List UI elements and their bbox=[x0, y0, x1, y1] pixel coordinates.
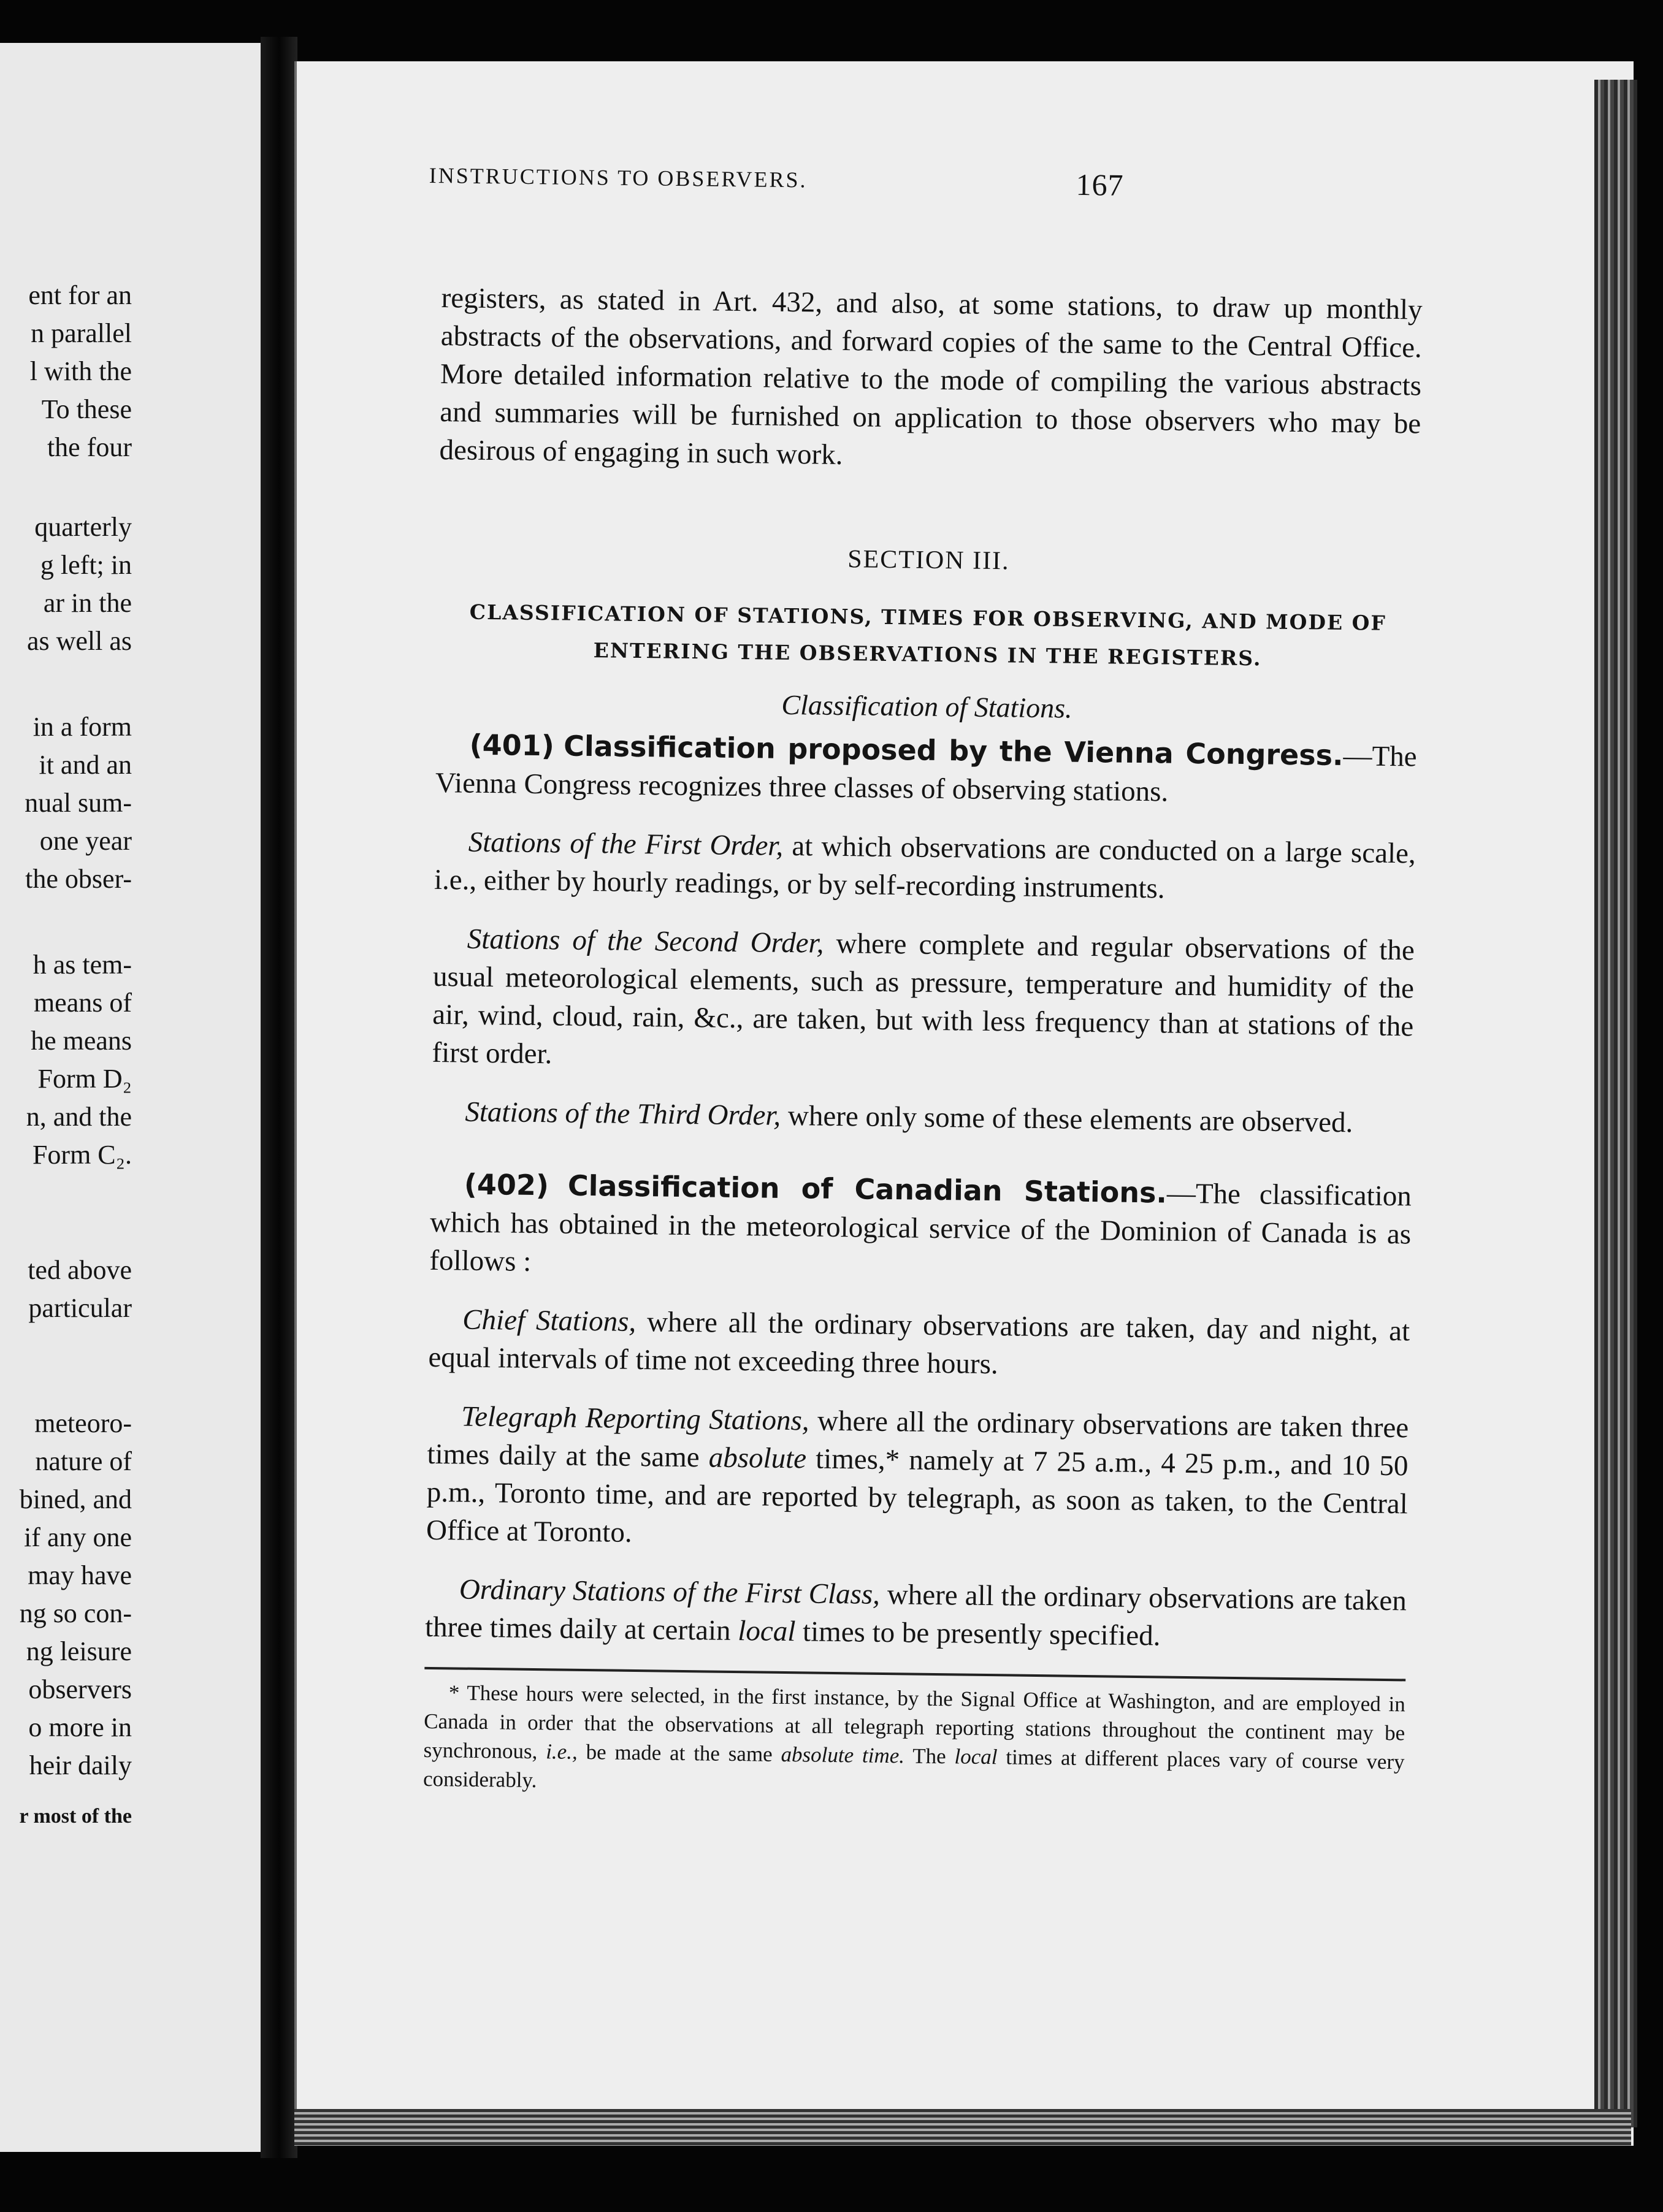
footnote-text-2: be made at the same bbox=[577, 1739, 781, 1766]
telegraph-italic-word: absolute bbox=[708, 1441, 807, 1475]
left-fragment-line: r most of the bbox=[19, 1805, 132, 1828]
section-subheading: CLASSIFICATION OF STATIONS, TIMES FOR OBSERVING, AND MODE OF ENTERING THE OBSERVATIONS IN THE REGISTERS. bbox=[469, 600, 1387, 671]
page-edges-right bbox=[1594, 80, 1637, 2127]
left-fragment-line: it and an bbox=[39, 750, 132, 780]
footnote bbox=[423, 1678, 1405, 1806]
ordinary-stations-term: Ordinary Stations of the First Class, bbox=[459, 1573, 881, 1611]
ordinary-italic-word: local bbox=[738, 1615, 796, 1648]
first-order-paragraph bbox=[434, 823, 1416, 911]
third-order-term: Stations of the Third Order, bbox=[465, 1096, 781, 1132]
footnote-text-3: The bbox=[904, 1744, 955, 1769]
left-fragment-line: h as tem- bbox=[32, 950, 132, 980]
ordinary-stations-paragraph bbox=[425, 1570, 1407, 1658]
left-fragment-line: n, and the bbox=[26, 1102, 132, 1132]
left-fragment-line: To these bbox=[41, 394, 132, 424]
article-402-title: Classification of Canadian Stations. bbox=[567, 1169, 1168, 1210]
left-fragment-line: nature of bbox=[35, 1446, 132, 1476]
telegraph-stations-paragraph bbox=[426, 1397, 1409, 1562]
second-order-term: Stations of the Second Order, bbox=[467, 923, 824, 959]
left-fragment-line: one year bbox=[39, 826, 132, 856]
left-fragment-line: l with the bbox=[29, 356, 132, 386]
running-head-title: INSTRUCTIONS TO OBSERVERS. bbox=[429, 162, 808, 193]
footnote-italic-1: i.e., bbox=[545, 1739, 578, 1764]
footnote-text-4: times at different places vary of course very considerably. bbox=[422, 1745, 1405, 1793]
second-order-paragraph bbox=[432, 920, 1415, 1084]
left-fragment-line: the four bbox=[47, 432, 132, 462]
page-edges-bottom bbox=[294, 2109, 1631, 2146]
telegraph-stations-term: Telegraph Reporting Stations, bbox=[461, 1400, 809, 1437]
left-fragment-line: Form D₂ bbox=[37, 1064, 132, 1094]
section-heading: SECTION III. bbox=[847, 545, 1010, 576]
left-fragment-line: as well as bbox=[26, 626, 132, 656]
book-gutter bbox=[261, 37, 297, 2158]
left-fragment-line: in a form bbox=[32, 712, 132, 742]
page-number: 167 bbox=[1076, 167, 1124, 202]
footnote-italic-3: local bbox=[954, 1744, 998, 1769]
ordinary-stations-text: where all the ordinary observations are taken three times daily at certain bbox=[424, 1578, 1407, 1647]
chief-stations-term: Chief Stations, bbox=[462, 1303, 637, 1338]
left-fragment-line: means of bbox=[33, 988, 132, 1018]
chief-stations-paragraph bbox=[428, 1300, 1410, 1389]
article-402 bbox=[429, 1165, 1412, 1292]
article-402-number: (402) bbox=[464, 1167, 549, 1202]
left-fragment-line: observers bbox=[28, 1674, 132, 1704]
left-fragment-line: ng so con- bbox=[19, 1598, 132, 1628]
article-401-title: Classification proposed by the Vienna Congress. bbox=[563, 729, 1344, 772]
page-body bbox=[423, 279, 1423, 1805]
left-fragment-line: ted above bbox=[28, 1255, 132, 1285]
article-401-number: (401) bbox=[469, 728, 555, 763]
left-page-fragment bbox=[0, 43, 262, 2152]
ordinary-stations-text-2: times to be presently specified. bbox=[795, 1615, 1161, 1652]
left-fragment-line: quarterly bbox=[34, 512, 132, 542]
left-fragment-line: heir daily bbox=[29, 1750, 132, 1780]
left-fragment-line: o more in bbox=[28, 1712, 132, 1742]
first-order-text: at which observations are conducted on a large scale, i.e., either by hourly readings, or by self-recording instruments. bbox=[434, 830, 1416, 905]
left-fragment-line: may have bbox=[28, 1560, 132, 1590]
article-401-text: —The Vienna Congress recognizes three classes of observing stations. bbox=[435, 740, 1417, 808]
left-fragment-line: ng leisure bbox=[26, 1636, 132, 1666]
left-fragment-line: particular bbox=[28, 1293, 132, 1323]
left-fragment-line: n parallel bbox=[31, 318, 132, 348]
left-fragment-line: nual sum- bbox=[25, 788, 132, 818]
left-fragment-line: he means bbox=[31, 1026, 132, 1056]
italic-subheading: Classification of Stations. bbox=[781, 688, 1072, 724]
left-fragment-line: bined, and bbox=[19, 1484, 132, 1514]
left-fragment-line: g left; in bbox=[40, 550, 132, 580]
telegraph-stations-text-2: times,* namely at 7 25 a.m., 4 25 p.m., and 10 50 p.m., Toronto time, and are reported by telegraph, as soon as taken, to the Central Office at Toronto. bbox=[426, 1443, 1409, 1549]
left-fragment-line: if any one bbox=[24, 1522, 132, 1552]
left-fragment-line: the obser- bbox=[25, 864, 132, 894]
footnote-text-1: * These hours were selected, in the first instance, by the Signal Office at Washington, and are employed in Canada in order that the observations at all telegraph reporting stations throughout the continent may be synchronous, bbox=[423, 1680, 1405, 1764]
second-order-text: where complete and regular observations of the usual meteorological elements, such as pressure, temperature and humidity of the air, wind, cloud, rain, &c., are taken, but with less frequency than at stations of the first order. bbox=[432, 927, 1415, 1070]
third-order-text: where only some of these elements are observed. bbox=[780, 1099, 1353, 1139]
left-fragment-line: ar in the bbox=[43, 588, 132, 618]
intro-paragraph: registers, as stated in Art. 432, and also, at some stations, to draw up monthly abstracts of the observations, and forward copies of the same to the Central Office. More detailed information relative to the mode of compiling the various abstracts and summaries will be furnished on application to those observers who may be desirous of engaging in such work. bbox=[439, 281, 1423, 471]
article-401 bbox=[435, 725, 1417, 814]
chief-stations-text: where all the ordinary observations are taken, day and night, at equal intervals of time not exceeding three hours. bbox=[428, 1306, 1410, 1381]
left-fragment-line: meteoro- bbox=[34, 1408, 132, 1438]
telegraph-stations-text: where all the ordinary observations are taken three times daily at the same bbox=[427, 1405, 1409, 1474]
first-order-term: Stations of the First Order, bbox=[468, 826, 784, 862]
article-402-text: —The classification which has obtained in the meteorological service of the Dominion of Canada is as follows : bbox=[429, 1177, 1412, 1278]
left-fragment-line: Form C₂. bbox=[32, 1140, 132, 1170]
left-fragment-line: ent for an bbox=[28, 280, 132, 310]
footnote-italic-2: absolute time. bbox=[781, 1742, 905, 1768]
